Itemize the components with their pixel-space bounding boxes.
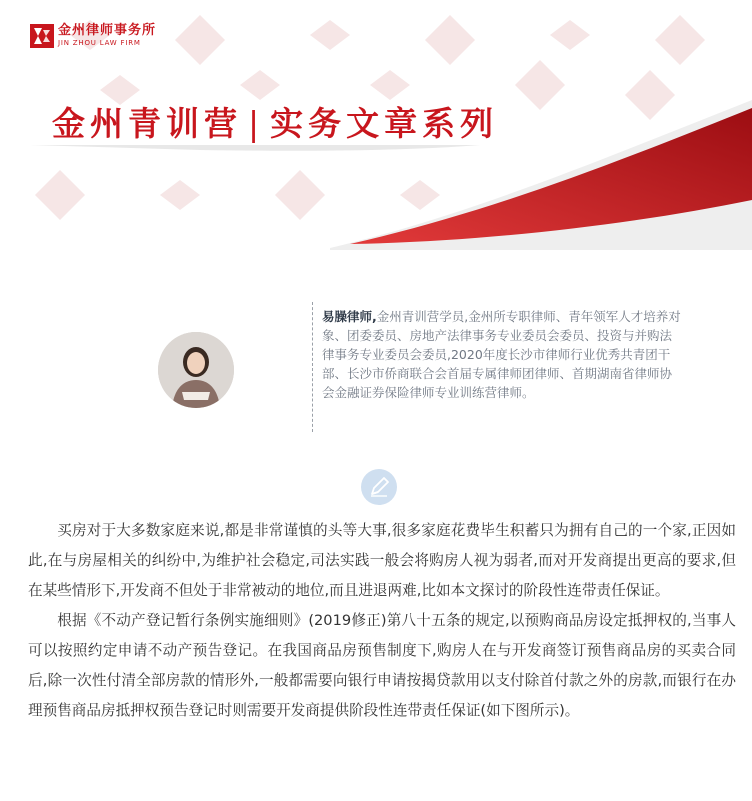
article-paragraph-1: 买房对于大多数家庭来说,都是非常谨慎的头等大事,很多家庭花费毕生积蓄只为拥有自己的一个家,正因如此,在与房屋相关的纠纷中,为维护社会稳定,司法实践一般会将购房人视为弱者,而对开发商提出更高的要求,但在某些情形下,开发商不但处于非常被动的地位,而且进退两难,比如本文探讨的阶段性连带责任保证。 (28, 522, 736, 599)
author-divider (312, 302, 314, 432)
red-swoosh-decoration (0, 0, 752, 250)
banner-title-separator: | (248, 104, 265, 143)
firm-name-en: JIN ZHOU LAW FIRM (58, 39, 141, 47)
author-bio-text: 金州青训营学员,金州所专职律师、青年领军人才培养对象、团委委员、房地产法律事务专业委员会委员、投资与并购法律事务专业委员会委员,2020年度长沙市律师行业优秀共青团干部、长沙市侨商联合会首届专属律师团律师、首期湖南省律师协会金融证券保险律师专业训练营律师。 (322, 309, 681, 400)
author-bio (322, 307, 682, 402)
article-paragraph-2: 根据《不动产登记暂行条例实施细则》(2019修正)第八十五条的规定,以预购商品房设定抵押权的,当事人可以按照约定申请不动产预告登记。在我国商品房预售制度下,购房人在与开发商签订预售商品房的买卖合同后,除一次性付清全部房款的情形外,一般都需要向银行申请按揭贷款用以支付除首付款之外的房款,而银行在办理预售商品房抵押权预告登记时则需要开发商提供阶段性连带责任保证(如下图所示)。 (28, 612, 736, 719)
author-name: 易臊律师, (322, 309, 377, 324)
pen-glyph-icon (361, 469, 397, 505)
header-banner (0, 0, 752, 250)
banner-title-right: 实务文章系列 (270, 104, 499, 143)
article-body (28, 516, 736, 726)
person-avatar-icon (158, 332, 234, 408)
pen-icon (361, 469, 397, 505)
firm-name-cn: 金州律师事务所 (58, 23, 157, 38)
author-avatar (158, 332, 234, 408)
banner-title-left: 金州青训营 (52, 104, 242, 143)
